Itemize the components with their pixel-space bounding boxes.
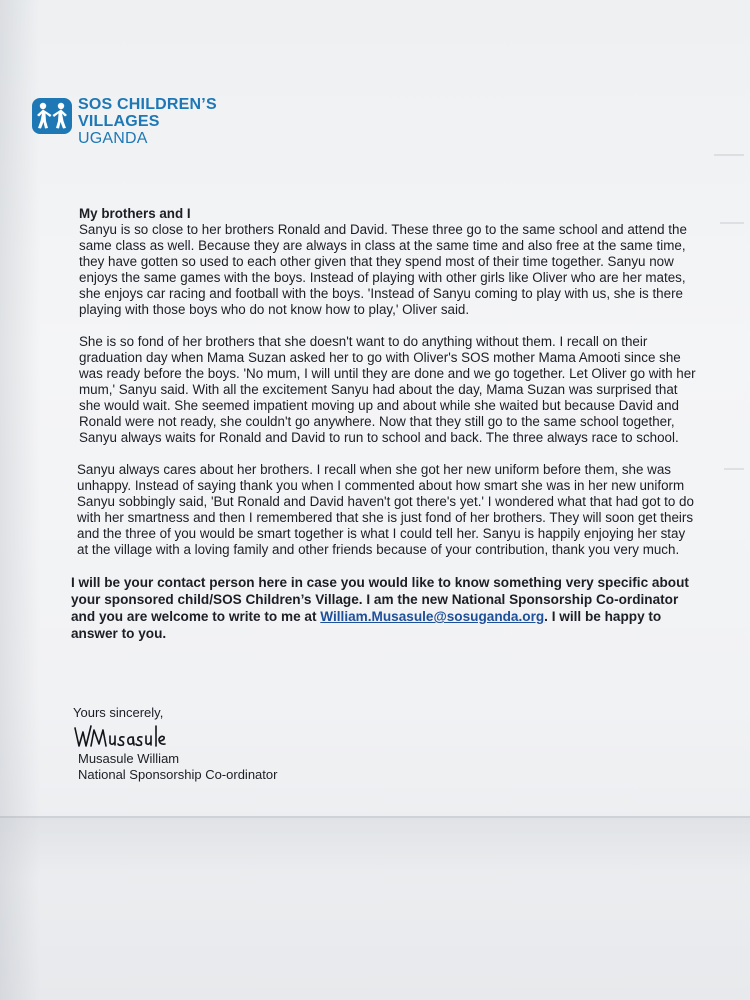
show-through-mark: [720, 222, 744, 224]
contact-paragraph: [71, 574, 699, 642]
organization-name: [78, 96, 217, 147]
closing-line: Yours sincerely,: [73, 705, 164, 720]
paper-fold-shadow: [0, 818, 750, 878]
org-country: UGANDA: [78, 130, 148, 147]
signatory-title: National Sponsorship Co-ordinator: [78, 767, 278, 782]
letter-body: [71, 206, 699, 642]
org-name-line1: SOS CHILDREN’S: [78, 96, 217, 113]
signatory-name: Musasule William: [78, 751, 180, 766]
organization-logo: [32, 96, 217, 147]
paragraph-2: She is so fond of her brothers that she doesn't want to do anything without them. I recall on their graduation day when Mama Suzan asked her to go with Oliver's SOS mother Mama Amooti since she was ready before the boys. 'No mum, I will until they are done and we go together. Let Oliver go with her mum,' Sanyu said. With all the excitement Sanyu had about the day, Mama Suzan was surprised that she would wait. She seemed impatient moving up and about while she waited but because David and Ronald were not ready, she couldn't go anywhere. Now that they still go to the same school together, Sanyu always waits for Ronald and David to run to school and back. The three always race to school.: [79, 334, 696, 445]
show-through-mark: [714, 154, 744, 156]
paragraph-3: Sanyu always cares about her brothers. I recall when she got her new uniform before them, she was unhappy. Instead of saying thank you when I commented about how smart she was in her new uniform Sanyu sobbingly said, 'But Ronald and David haven't got there's yet.' I wondered what that had got to do with her smartness and then I remembered that she is just fond of her brothers. They will soon get theirs and the three of you would be smart together is what I could tell her. Sanyu is happily enjoying her stay at the village with a loving family and other friends because of your contribution, thank you very much.: [77, 462, 694, 557]
contact-email-link[interactable]: William.Musasule@sosuganda.org: [320, 609, 545, 624]
letter-heading: My brothers and I: [79, 206, 191, 221]
contact-text: I will be your contact person here in case you would like to know something very specific about your sponsored child/SOS Children’s Village. I am the new National Sponsorship Co-ordinator and you are welcome to write to me at: [71, 575, 689, 624]
handwritten-signature: [72, 722, 182, 752]
children-figures-icon: [32, 98, 72, 134]
show-through-mark: [724, 468, 744, 470]
contact-text-end: . I will be happy to answer to you.: [71, 609, 662, 641]
paragraph-1: Sanyu is so close to her brothers Ronald and David. These three go to the same school and attend the same class as well. Because they are always in class at the same time and also free at the same time, they have gotten so used to each other given that they spend most of their time together. Sanyu now enjoys the same games with the boys. Instead of playing with other girls like Oliver who are her mates, she enjoys car racing and football with the boys. 'Instead of Sanyu coming to play with us, she is there playing with those boys who do not know how to play,' Oliver said.: [79, 222, 687, 317]
org-name-line2: VILLAGES: [78, 113, 160, 130]
